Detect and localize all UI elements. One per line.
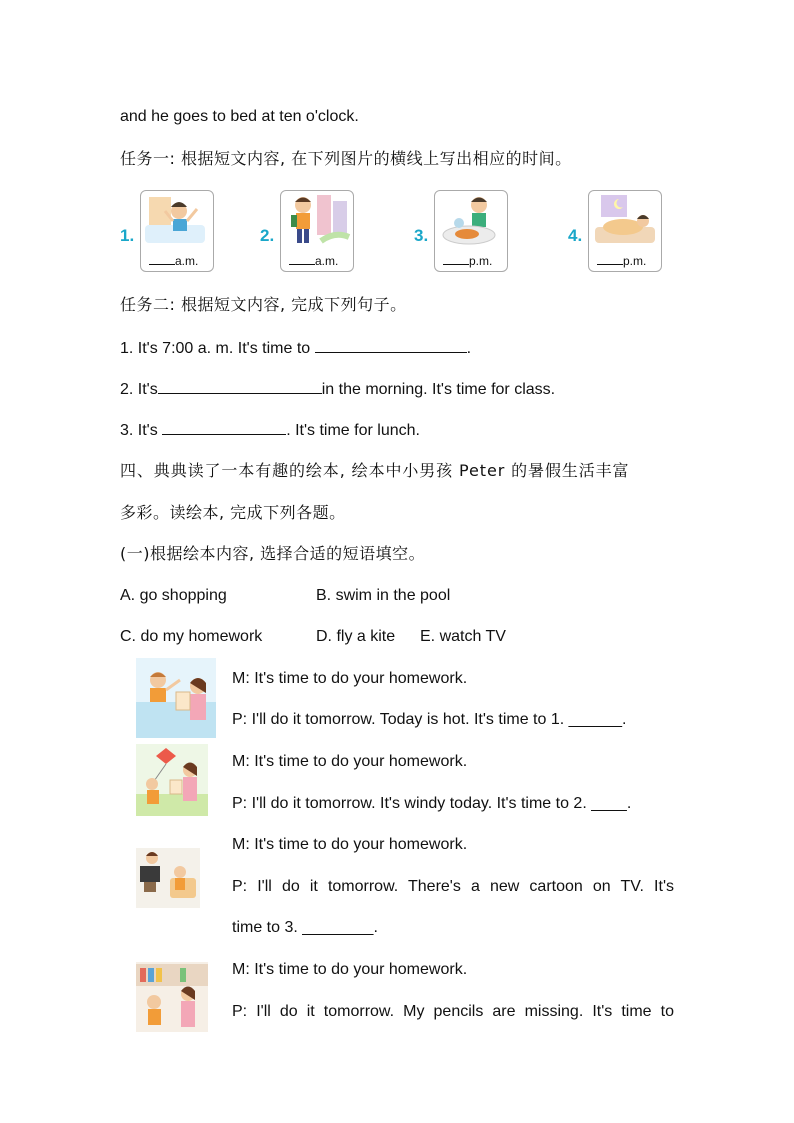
dialogue-2-peter: P: I'll do it tomorrow. It's windy today. It's time to 2. ____. (232, 795, 632, 812)
task2-sentence-3: 3. It's . It's time for lunch. (120, 418, 420, 442)
go-to-bed-picture (588, 190, 662, 272)
option-d: D. fly a kite (316, 628, 396, 645)
boy-sleeping-illustration (589, 191, 661, 253)
answer-blank[interactable] (315, 336, 467, 353)
watching-tv-illustration (136, 848, 200, 908)
answer-blank[interactable] (158, 377, 322, 394)
missing-pencils-illustration (136, 962, 208, 1032)
go-to-school-picture (280, 190, 354, 272)
dialogue-4-mother: M: It's time to do your homework. (232, 961, 468, 978)
intro-line: and he goes to bed at ten o'clock. (120, 108, 359, 125)
time-blank-label: a.m. (149, 254, 198, 268)
windy-day-kite-illustration (136, 744, 208, 816)
dialogue-1-mother: M: It's time to do your homework. (232, 670, 468, 687)
task1-item-number: 4. (568, 226, 583, 245)
time-blank-label: p.m. (597, 254, 646, 268)
task1-pictures (120, 190, 680, 274)
task1-heading: 任务一: 根据短文内容, 在下列图片的横线上写出相应的时间。 (120, 149, 572, 168)
wake-up-picture (140, 190, 214, 272)
dialogue-3-mother: M: It's time to do your homework. (232, 836, 468, 853)
dialogue-1-picture (136, 658, 216, 738)
option-c: C. do my homework (120, 628, 263, 645)
section4-sub-heading: (一)根据绘本内容, 选择合适的短语填空。 (120, 544, 426, 563)
task1-item-number: 3. (414, 226, 429, 245)
dialogue-1-peter: P: I'll do it tomorrow. Today is hot. It's time to 1. ______. (232, 711, 627, 728)
boy-going-to-school-illustration (281, 191, 353, 253)
boy-waking-up-illustration (141, 191, 213, 253)
time-blank-label: a.m. (289, 254, 338, 268)
answer-blank[interactable] (162, 418, 286, 435)
dialogue-3-peter-continued: time to 3. ________. (232, 919, 378, 936)
section4-intro-line-2: 多彩。读绘本, 完成下列各题。 (120, 503, 346, 522)
option-b: B. swim in the pool (316, 587, 451, 604)
time-blank[interactable] (597, 254, 623, 265)
dialogue-3-peter: P: I'll do it tomorrow. There's a new cartoon on TV. It's (232, 878, 674, 895)
option-a: A. go shopping (120, 587, 227, 604)
task2-heading: 任务二: 根据短文内容, 完成下列句子。 (120, 295, 407, 314)
task2-sentence-2: 2. It's in the morning. It's time for class. (120, 377, 555, 401)
boy-eating-lunch-illustration (435, 191, 507, 253)
dialogue-4-picture (136, 962, 208, 1032)
dialogue-3-picture (136, 848, 200, 908)
section4-intro-line-1: 四、典典读了一本有趣的绘本, 绘本中小男孩 Peter 的暑假生活丰富 (120, 461, 630, 480)
dialogue-2-mother: M: It's time to do your homework. (232, 753, 468, 770)
task1-item-number: 2. (260, 226, 275, 245)
lunch-picture (434, 190, 508, 272)
dialogue-4-peter: P: I'll do it tomorrow. My pencils are missing. It's time to (232, 1003, 674, 1020)
dialogue-2-picture (136, 744, 208, 816)
hot-day-pool-illustration (136, 658, 216, 738)
time-blank[interactable] (289, 254, 315, 265)
task1-item-number: 1. (120, 226, 135, 245)
time-blank-label: p.m. (443, 254, 492, 268)
time-blank[interactable] (443, 254, 469, 265)
option-e: E. watch TV (420, 628, 506, 645)
task2-sentence-1: 1. It's 7:00 a. m. It's time to . (120, 336, 471, 360)
time-blank[interactable] (149, 254, 175, 265)
